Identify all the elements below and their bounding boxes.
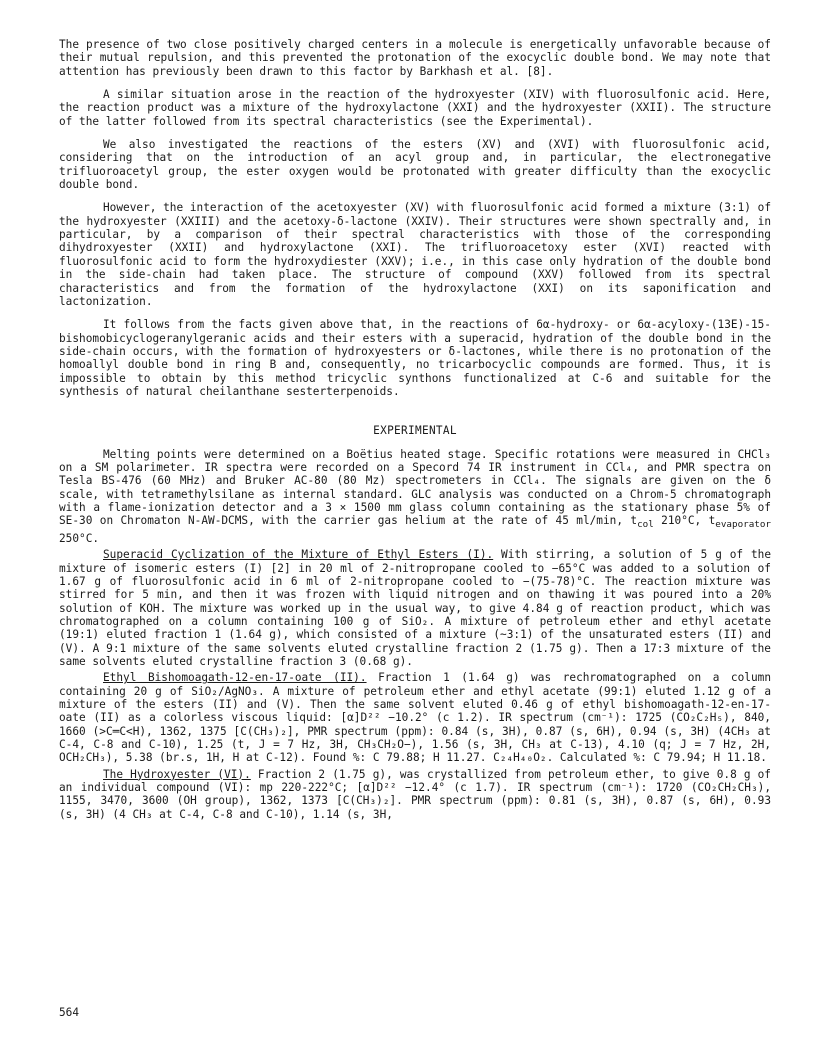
document-page (59, 38, 771, 824)
section-ethyl-bishomoagathenoate (59, 671, 771, 764)
paragraph-3: We also investigated the reactions of the esters (XV) and (XVI) with fluorosulfonic acid, considering that on the introduction of an acyl group and, in particular, the electronegative trifluoroacetyl group, the ester oxygen would be protonated with greater difficulty than the exocyclic double bond. (59, 138, 771, 192)
paragraph-2: A similar situation arose in the reaction of the hydroxyester (XIV) with fluorosulfonic acid. Here, the reaction product was a mixture of the hydroxylactone (XXI) and the hydroxyester (XXII). The structure of the latter followed from its spectral characteristics (see the Experimental). (59, 88, 771, 128)
section-body: Fraction 1 (1.64 g) was rechromatographed on a column containing 20 g of SiO₂/AgNO₃. A mixture of petroleum ether and ethyl acetate (99:1) eluted 1.12 g of a mixture of the esters (II) and (V). Then the same solvent eluted 0.46 g of ethyl bishomoagath-12-en-17-oate (II) as a colorless viscous liquid: [α]D²² −10.2° (c 1.2). IR spectrum (cm⁻¹): 1725 (CO₂C₂H₅), 840, 1660 (>C═C<H), 1362, 1375 [C(CH₃)₂], PMR spectrum (ppm): 0.84 (s, 3H), 0.87 (s, 6H), 0.94 (s, 3H) (4CH₃ at C-4, C-8 and C-10), 1.25 (t, J = 7 Hz, 3H, CH₃CH₂O−), 1.56 (s, 3H, CH₃ at C-13), 4.10 (q; J = 7 Hz, 2H, OCH₂CH₃), 5.38 (br.s, 1H, H at C-12). Found %: C 79.88; H 11.27. C₂₄H₄₀O₂. Calculated %: C 79.94; H 11.18. (59, 671, 771, 765)
experimental-heading: EXPERIMENTAL (373, 424, 457, 438)
tcol-subscript: col (637, 519, 654, 531)
section-hydroxyester (59, 768, 771, 821)
experimental-general (59, 448, 771, 546)
general-text: Melting points were determined on a Boëtius heated stage. Specific rotations were measured in CHCl₃ on a SM polarimeter. IR spectra were recorded on a Specord 74 IR instrument in CCl₄, and PMR spectra on Tesla BS-476 (60 MHz) and Bruker AC-80 (80 Mz) spectrometers in CCl₄. The signals are given on the δ scale, with tetramethylsilane as internal standard. GLC analysis was conducted on a Chrom-5 chromatograph with a flame-ionization detector and a 3 × 1500 mm glass column containing as the stationary phase 5% of SE-30 on Chromaton N-AW-DCMS, with the carrier gas helium at the rate of 45 ml/min, t (59, 447, 771, 528)
paragraph-4: However, the interaction of the acetoxyester (XV) with fluorosulfonic acid formed a mixture (3:1) of the hydroxyester (XXIII) and the acetoxy-δ-lactone (XXIV). Their structures were shown spectrally and, in particular, by a comparison of their spectral characteristics with those of the corresponding dihydroxyester (XXII) and hydroxylactone (XXI). The trifluoroacetoxy ester (XVI) reacted with fluorosulfonic acid to form the hydroxydiester (XXV); i.e., in this case only hydration of the double bond in the side-chain had taken place. The structure of compound (XXV) followed from its spectral characteristics and from the formation of the hydroxylactone (XXI) on its saponification and lactonization. (59, 201, 771, 308)
general-end: 250°C. (59, 531, 100, 545)
section-title: Superacid Cyclization of the Mixture of Ethyl Esters (I). (103, 548, 494, 562)
section-superacid-cyclization (59, 548, 771, 668)
section-body: With stirring, a solution of 5 g of the mixture of isomeric esters (I) [2] in 20 ml of 2-nitropropane cooled to −65°C was added to a solution of 1.67 g of fluorosulfonic acid in 6 ml of 2-nitropropane cooled to −(75-78)°C. The reaction mixture was stirred for 5 min, and then it was frozen with liquid nitrogen and on thawing it was poured into a 20% solution of KOH. The mixture was worked up in the usual way, to give 4.84 g of reaction product, which was chromatographed on a column containing 100 g of SiO₂. A mixture of petroleum ether and ethyl acetate (19:1) eluted fraction 1 (1.64 g), which consisted of a mixture (~3:1) of the unsaturated esters (II) and (V). A 9:1 mixture of the same solvents eluted crystalline fraction 2 (1.75 g). Then a 17:3 mixture of the same solvents eluted crystalline fraction 3 (0.68 g). (59, 548, 772, 668)
general-mid: 210°C, t (653, 514, 716, 528)
paragraph-1: The presence of two close positively charged centers in a molecule is energetically unfavorable because of their mutual repulsion, and this prevented the protonation of the exocyclic double bond. We may note that attention has previously been drawn to this factor by Barkhash et al. [8]. (59, 38, 771, 78)
tevap-subscript: evaporator (715, 519, 771, 531)
section-title: Ethyl Bishomoagath-12-en-17-oate (II). (103, 671, 367, 685)
page-number: 564 (59, 1006, 80, 1019)
section-body: Fraction 2 (1.75 g), was crystallized from petroleum ether, to give 0.8 g of an individual compound (VI): mp 220-222°C; [α]D²² −12.4° (c 1.7). IR spectrum (cm⁻¹): 1720 (CO₂CH₂CH₃), 1155, 3470, 3600 (OH group), 1362, 1373 [C(CH₃)₂]. PMR spectrum (ppm): 0.81 (s, 3H), 0.87 (s, 6H), 0.93 (s, 3H) (4 CH₃ at C-4, C-8 and C-10), 1.14 (s, 3H, (59, 767, 771, 821)
paragraph-5: It follows from the facts given above that, in the reactions of 6α-hydroxy- or 6α-acyloxy-(13E)-15-bishomobicyclogeranylgeranic acids and their esters with a superacid, hydration of the double bond in the side-chain occurs, with the formation of hydroxyesters or δ-lactones, while there is no protonation of the homoallyl double bond in ring B and, consequently, no tricarbocyclic compounds are formed. Thus, it is impossible to obtain by this method tricyclic synthons functionalized at C-6 and suitable for the synthesis of natural cheilanthane sesterterpenoids. (59, 318, 771, 398)
section-title: The Hydroxyester (VI). (103, 767, 251, 781)
